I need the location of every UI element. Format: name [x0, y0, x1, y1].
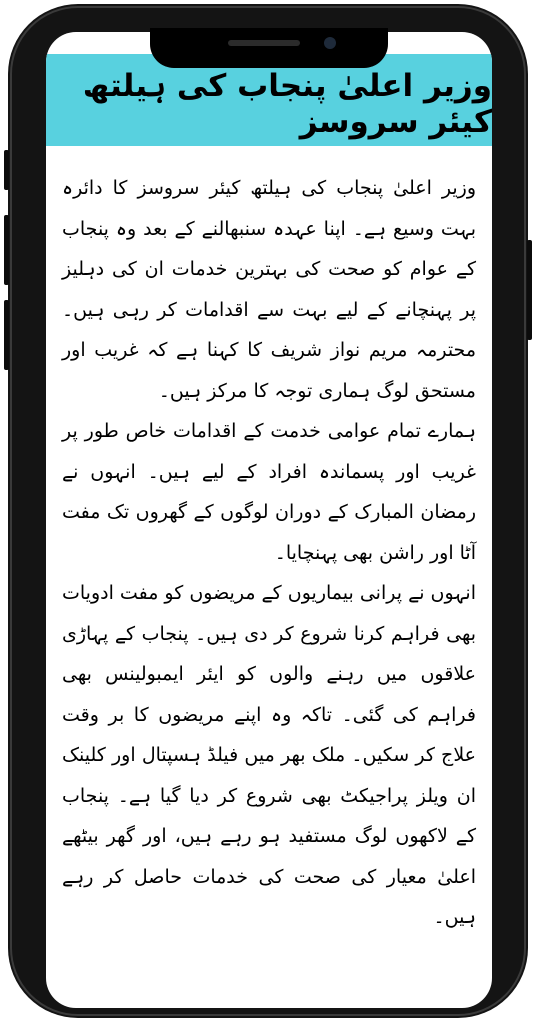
- article-paragraph: ہمارے تمام عوامی خدمت کے اقدامات خاص طور پر غریب اور پسماندہ افراد کے لیے ہیں۔ انہوں نے رمضان المبارک کے دوران لوگوں کے گھروں تک مفت آٹا اور راشن بھی پہنچایا۔: [62, 420, 476, 564]
- mute-switch: [4, 150, 9, 190]
- volume-up-button: [4, 215, 9, 285]
- article-paragraph: وزیر اعلیٰ پنجاب کی ہیلتھ کیئر سروسز کا دائرہ بہت وسیع ہے۔ اپنا عہدہ سنبھالنے کے بعد وہ پنجاب کے عوام کو صحت کی بہترین خدمات ان کی دہلیز پر پہنچانے کے لیے بہت سے اقدامات کر رہی ہیں۔ محترمہ مریم نواز شریف کا کہنا ہے کہ غریب اور مستحق لوگ ہماری توجہ کا مرکز ہیں۔: [62, 177, 476, 402]
- power-button: [527, 240, 532, 340]
- volume-down-button: [4, 300, 9, 370]
- phone-screen: [46, 32, 492, 1008]
- phone-frame: [8, 4, 528, 1018]
- page-title: وزیر اعلیٰ پنجاب کی ہیلتھ کیئر سروسز: [82, 68, 492, 140]
- article-body: [62, 168, 476, 938]
- camera-icon: [324, 37, 336, 49]
- speaker-grille: [228, 40, 300, 46]
- phone-notch: [150, 28, 388, 68]
- article-paragraph: انہوں نے پرانی بیماریوں کے مریضوں کو مفت ادویات بھی فراہم کرنا شروع کر دی ہیں۔ پنجاب کے پہاڑی علاقوں میں رہنے والوں کو ایئر ایمبولینس بھی فراہم کی گئی۔ تاکہ وہ اپنے مریضوں کا بر وقت علاج کر سکیں۔ ملک بھر میں فیلڈ ہسپتال اور کلینک ان ویلز پراجیکٹ بھی شروع کر دیا گیا ہے۔ پنجاب کے لاکھوں لوگ مستفید ہو رہے ہیں، اور گھر بیٹھے اعلیٰ معیار کی صحت کی خدمات حاصل کر رہے ہیں۔: [62, 582, 476, 928]
